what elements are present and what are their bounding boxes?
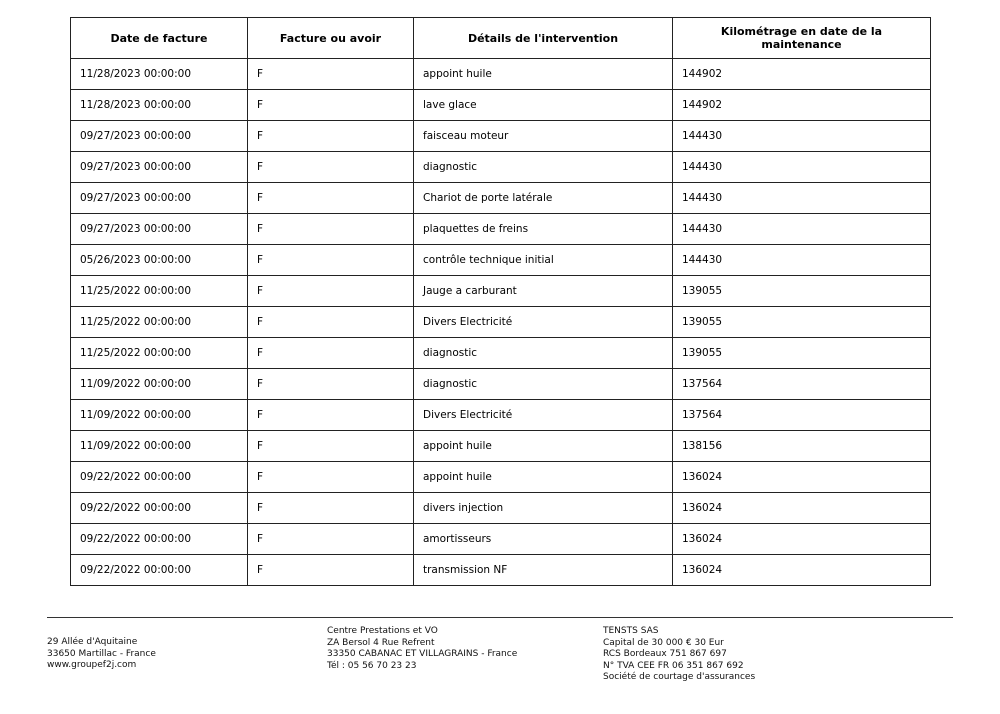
mileage-cell: 144430 <box>673 152 931 183</box>
footer-company-line: RCS Bordeaux 751 867 697 <box>603 649 727 660</box>
invoice-type-cell: F <box>248 276 414 307</box>
table-row <box>71 462 931 493</box>
intervention-cell: appoint huile <box>414 462 673 493</box>
invoice-type-cell: F <box>248 400 414 431</box>
intervention-cell: amortisseurs <box>414 524 673 555</box>
table-row <box>71 183 931 214</box>
intervention-cell: contrôle technique initial <box>414 245 673 276</box>
mileage-cell: 136024 <box>673 462 931 493</box>
table-row <box>71 59 931 90</box>
footer-center-line: 33350 CABANAC ET VILLAGRAINS - France <box>327 649 518 660</box>
table-row <box>71 369 931 400</box>
footer-center-info <box>327 626 517 672</box>
invoice-type-cell: F <box>248 431 414 462</box>
invoice-date-cell: 11/28/2023 00:00:00 <box>71 90 248 121</box>
table-row <box>71 400 931 431</box>
invoice-type-cell: F <box>248 90 414 121</box>
mileage-cell: 144430 <box>673 245 931 276</box>
footer-company-line: TENSTS SAS <box>603 626 659 636</box>
footer-company-line: N° TVA CEE FR 06 351 867 692 <box>603 660 744 671</box>
table-header-row <box>71 18 931 59</box>
footer-company-line: Capital de 30 000 € 30 Eur <box>603 637 724 648</box>
table-row <box>71 245 931 276</box>
intervention-cell: appoint huile <box>414 431 673 462</box>
invoice-type-cell: F <box>248 307 414 338</box>
footer-website: www.groupef2j.com <box>47 660 137 671</box>
invoice-type-cell: F <box>248 369 414 400</box>
mileage-cell: 136024 <box>673 555 931 586</box>
table-row <box>71 555 931 586</box>
footer-company-line: Société de courtage d'assurances <box>603 672 756 683</box>
invoice-date-cell: 05/26/2023 00:00:00 <box>71 245 248 276</box>
invoice-type-cell: F <box>248 524 414 555</box>
invoice-date-cell: 09/22/2022 00:00:00 <box>71 555 248 586</box>
footer-address <box>47 637 156 672</box>
mileage-cell: 136024 <box>673 524 931 555</box>
maintenance-table <box>70 17 931 586</box>
invoice-date-cell: 09/22/2022 00:00:00 <box>71 462 248 493</box>
mileage-cell: 139055 <box>673 338 931 369</box>
invoice-type-cell: F <box>248 183 414 214</box>
table-row <box>71 431 931 462</box>
header-invoice-date: Date de facture <box>71 18 248 59</box>
table-row <box>71 214 931 245</box>
invoice-date-cell: 11/25/2022 00:00:00 <box>71 338 248 369</box>
invoice-date-cell: 09/27/2023 00:00:00 <box>71 121 248 152</box>
mileage-cell: 139055 <box>673 276 931 307</box>
header-intervention-details: Détails de l'intervention <box>414 18 673 59</box>
footer-phone: Tél : 05 56 70 23 23 <box>327 660 417 671</box>
mileage-cell: 144430 <box>673 183 931 214</box>
footer-center-line: Centre Prestations et VO <box>327 626 438 636</box>
mileage-cell: 144902 <box>673 59 931 90</box>
table-row <box>71 524 931 555</box>
intervention-cell: transmission NF <box>414 555 673 586</box>
footer-address-line: 33650 Martillac - France <box>47 648 156 659</box>
invoice-date-cell: 11/25/2022 00:00:00 <box>71 307 248 338</box>
table-body <box>71 59 931 586</box>
mileage-cell: 137564 <box>673 400 931 431</box>
mileage-cell: 138156 <box>673 431 931 462</box>
invoice-date-cell: 11/09/2022 00:00:00 <box>71 431 248 462</box>
table-row <box>71 493 931 524</box>
footer-center-line: ZA Bersol 4 Rue Refrent <box>327 637 435 648</box>
intervention-cell: divers injection <box>414 493 673 524</box>
intervention-cell: Divers Electricité <box>414 307 673 338</box>
invoice-type-cell: F <box>248 59 414 90</box>
intervention-cell: Divers Electricité <box>414 400 673 431</box>
invoice-date-cell: 09/22/2022 00:00:00 <box>71 524 248 555</box>
intervention-cell: diagnostic <box>414 152 673 183</box>
invoice-date-cell: 09/27/2023 00:00:00 <box>71 214 248 245</box>
intervention-cell: diagnostic <box>414 338 673 369</box>
header-mileage: Kilométrage en date de la maintenance <box>673 18 931 59</box>
intervention-cell: lave glace <box>414 90 673 121</box>
intervention-cell: faisceau moteur <box>414 121 673 152</box>
mileage-cell: 144430 <box>673 214 931 245</box>
footer-address-line: 29 Allée d'Aquitaine <box>47 637 138 647</box>
mileage-cell: 137564 <box>673 369 931 400</box>
invoice-date-cell: 11/28/2023 00:00:00 <box>71 59 248 90</box>
invoice-type-cell: F <box>248 121 414 152</box>
invoice-date-cell: 09/27/2023 00:00:00 <box>71 183 248 214</box>
invoice-type-cell: F <box>248 462 414 493</box>
intervention-cell: appoint huile <box>414 59 673 90</box>
invoice-type-cell: F <box>248 152 414 183</box>
table-row <box>71 90 931 121</box>
intervention-cell: plaquettes de freins <box>414 214 673 245</box>
table-row <box>71 121 931 152</box>
invoice-date-cell: 09/22/2022 00:00:00 <box>71 493 248 524</box>
header-invoice-type: Facture ou avoir <box>248 18 414 59</box>
mileage-cell: 136024 <box>673 493 931 524</box>
mileage-cell: 144902 <box>673 90 931 121</box>
mileage-cell: 139055 <box>673 307 931 338</box>
intervention-cell: Jauge a carburant <box>414 276 673 307</box>
table-row <box>71 152 931 183</box>
invoice-type-cell: F <box>248 493 414 524</box>
invoice-date-cell: 09/27/2023 00:00:00 <box>71 152 248 183</box>
footer-company-info <box>603 626 755 684</box>
intervention-cell: Chariot de porte latérale <box>414 183 673 214</box>
table-row <box>71 338 931 369</box>
footer-divider <box>47 617 953 618</box>
invoice-date-cell: 11/09/2022 00:00:00 <box>71 400 248 431</box>
table-row <box>71 276 931 307</box>
invoice-type-cell: F <box>248 555 414 586</box>
invoice-type-cell: F <box>248 338 414 369</box>
mileage-cell: 144430 <box>673 121 931 152</box>
invoice-date-cell: 11/09/2022 00:00:00 <box>71 369 248 400</box>
invoice-type-cell: F <box>248 245 414 276</box>
table-row <box>71 307 931 338</box>
invoice-type-cell: F <box>248 214 414 245</box>
invoice-date-cell: 11/25/2022 00:00:00 <box>71 276 248 307</box>
intervention-cell: diagnostic <box>414 369 673 400</box>
